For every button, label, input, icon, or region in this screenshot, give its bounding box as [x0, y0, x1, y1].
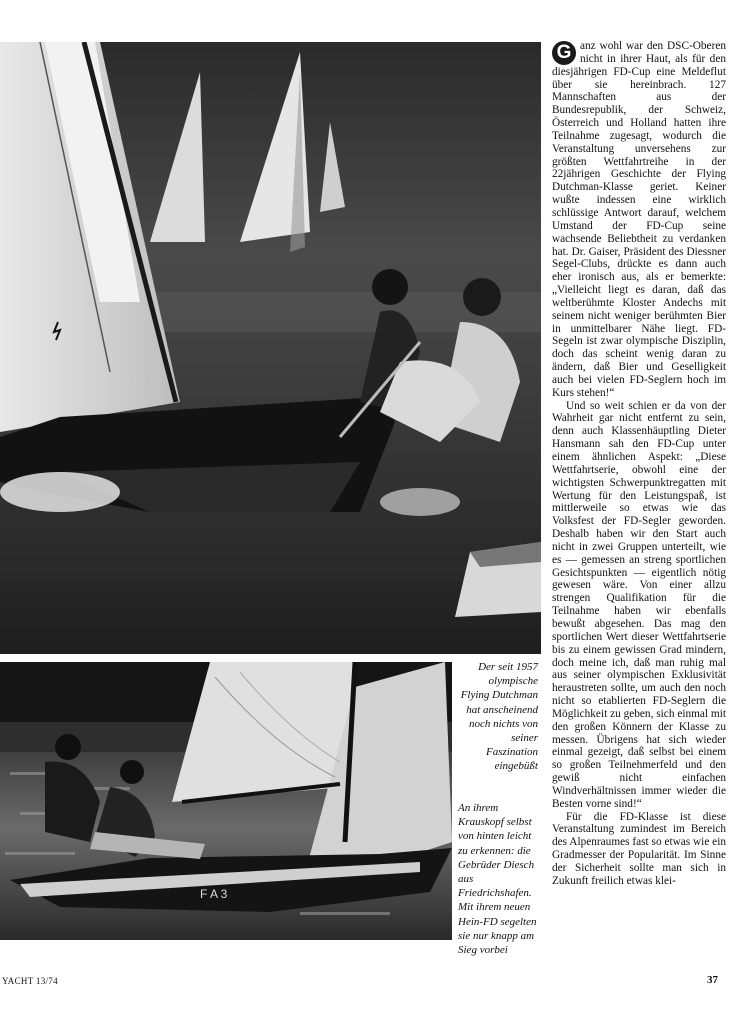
- magazine-issue: YACHT 13/74: [2, 976, 58, 986]
- article-paragraph-3: Für die FD-Klasse ist diese Veranstaltung zumindest im Bereich des Alpenraumes fast so etwas wie ein Gradmesser der Popularität. Im Sinne der Sicherheit sollte man sich in Zukunft freilich etwas klei-: [552, 810, 726, 887]
- page-number: 37: [707, 974, 718, 986]
- svg-text:F A 3: F A 3: [200, 887, 228, 901]
- article-paragraph-1: [552, 40, 726, 400]
- bottom-photo-caption: An ihrem Krauskopf selbst von hinten leicht zu erkennen: die Gebrüder Diesch aus Friedrichshafen. Mit ihrem neuen Hein-FD segelten sie nur knapp am Sieg vorbei: [458, 802, 537, 957]
- article-paragraph-2: Und so weit schien er da von der Wahrheit gar nicht entfernt zu sein, denn auch Klassenhäuptling Dieter Hansmann sah den FD-Cup unter einem ähnlichen Aspekt: „Diese Wettfahrtserie, obwohl eine der wichtigsten Schwerpunktregatten mit Wertung für den Leistungspaß, ist mittlerweile so etwas wie das Volksfest der FD-Segler geworden. Deshalb haben wir den Start auch nicht in zwei Gruppen unterteilt, wie es — gemessen an streng sportlichen Gesichtspunkten — eigentlich nötig gewesen wäre. Von einer allzu strengen Qualifikation für die Teilnahme haben wir ebenfalls bewußt abgesehen. Das mag den sportlichen Wert dieser Wettfahrtserie bis zu einem gewissen Grad mindern, doch meine ich, daß man ruhig mal aus seiner olympischen Exklusivität heraustreten sollte, um auch den noch nicht so etablierten FD-Seglern die Möglichkeit zu geben, sich einmal mit den großen Könnern der Klasse zu messen. Übrigens hat sich wieder einmal gezeigt, daß selbst bei einem so großen Teilnehmerfeld und den gewiß nicht einfachen Windverhältnissen immer wieder die Besten vorne sind!“: [552, 399, 726, 810]
- bottom-photo-image: [0, 662, 452, 940]
- top-photo-caption: Der seit 1957 olympische Flying Dutchman hat anscheinend noch nichts von seiner Faszination eingebüßt: [460, 661, 538, 773]
- drop-cap: G: [552, 41, 576, 65]
- article-paragraph-1-text: anz wohl war den DSC-Oberen nicht in ihrer Haut, als für den diesjährigen FD-Cup eine Meldeflut über sie hereinbrach. 127 Mannschaften aus der Bundesrepublik, der Schweiz, Österreich und Holland hatten ihre Teilnahme zugesagt, wodurch die Veranstaltung unversehens zur größten Wettfahrtreihe in der 22jährigen Geschichte der Flying Dutchman-Klasse geriet. Keiner wußte indessen eine wirklich schlüssige Antwort darauf, welchem Umstand der FD-Cup seine wachsende Beliebtheit zu verdanken hat. Dr. Gaiser, Präsident des Diessner Segel-Clubs, drückte es dann auch eher ironisch aus, als er bemerkte: „Vielleicht liegt es daran, daß das weltberühmte Kloster Andechs mit seinem nicht weniger berühmten Bier in unmittelbarer Nähe liegt. FD-Segeln ist zwar olympische Disziplin, doch das scheint wenig daran zu ändern, daß Bier und Geselligkeit auch bei vielen FD-Seglern hoch im Kurs stehen!“: [552, 40, 726, 399]
- top-photo-image: [0, 42, 541, 654]
- bottom-photo: [0, 662, 452, 940]
- top-photo: [0, 42, 541, 654]
- article-column: [552, 40, 726, 888]
